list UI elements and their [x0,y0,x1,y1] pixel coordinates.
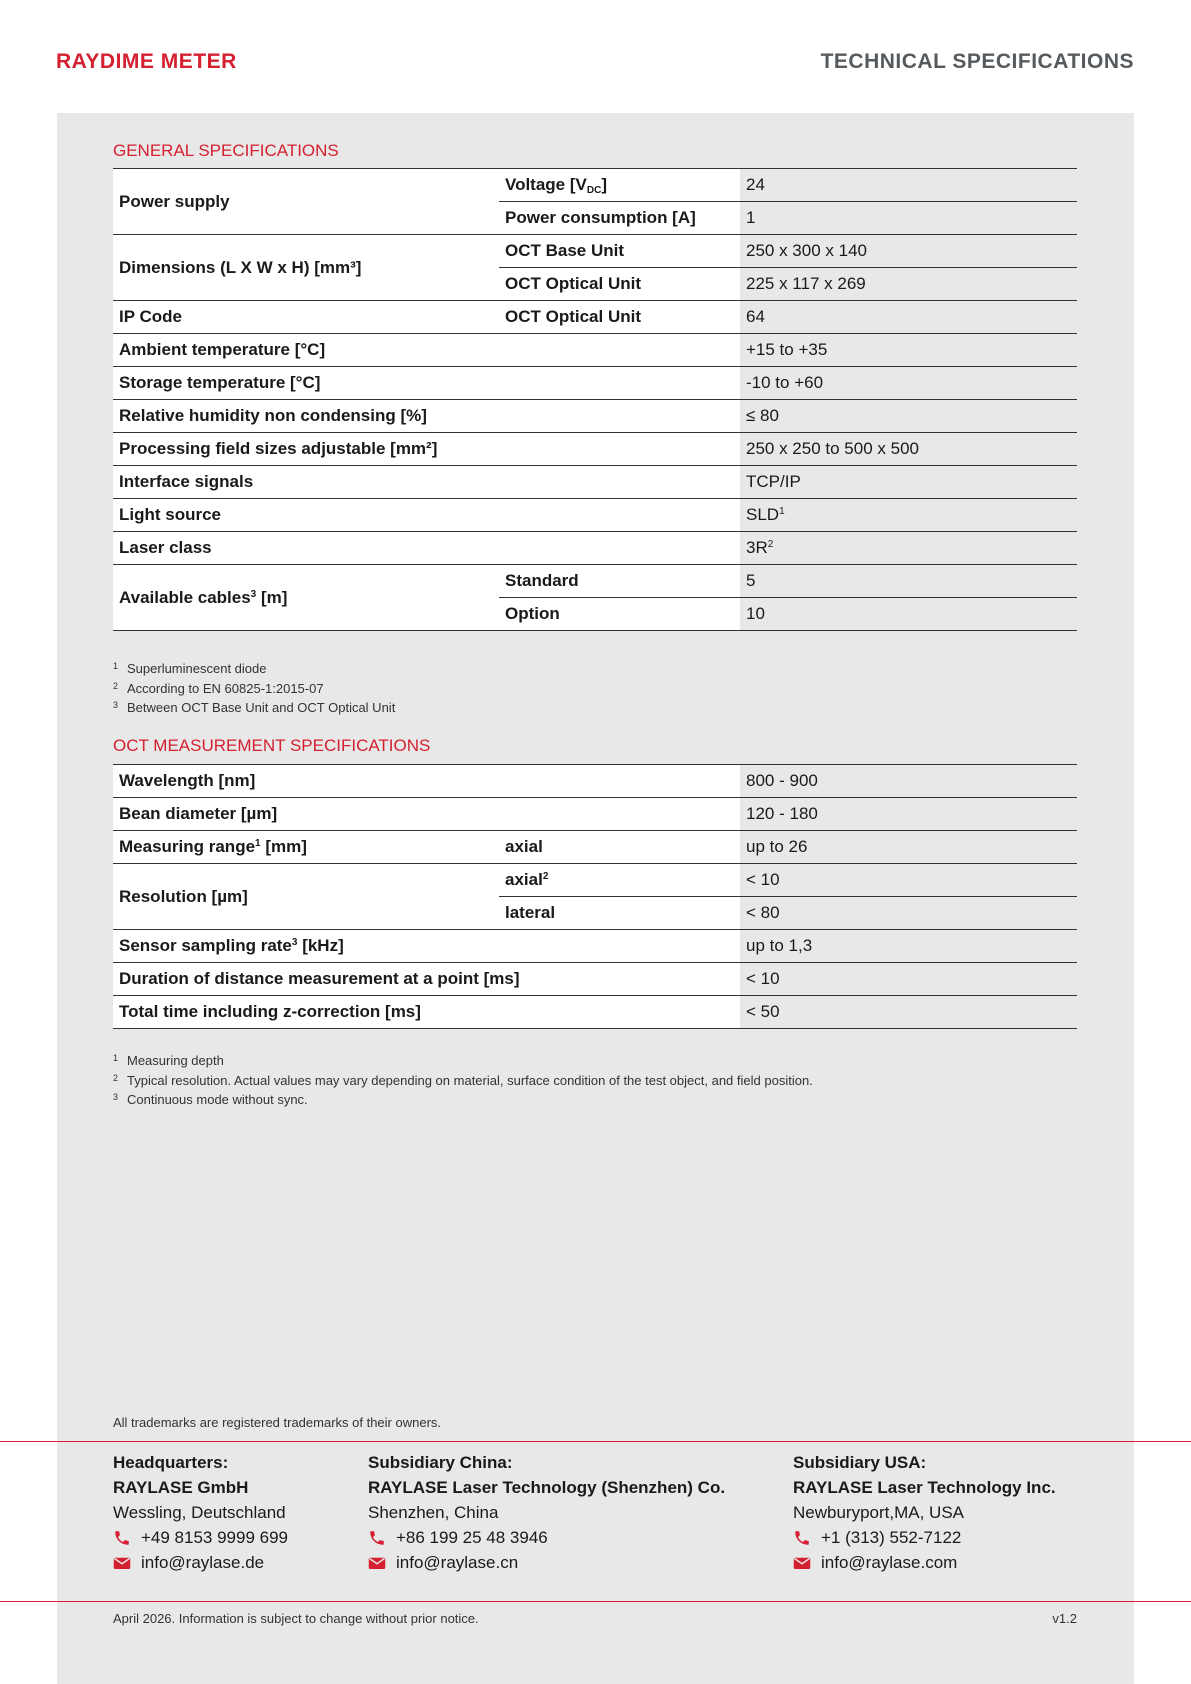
row-value: < 80 [740,897,1077,930]
contact-email[interactable] [113,1550,288,1575]
row-label: IP Code [113,301,499,334]
table-row [113,963,1077,996]
light-source-value: SLD [746,505,780,524]
general-specs-table [113,168,1077,631]
footnote-number: 1 [113,661,119,671]
product-title: RAYDIME METER [56,50,237,73]
email-address[interactable]: info@raylase.cn [396,1553,519,1572]
table-row [113,169,1077,202]
email-address[interactable]: info@raylase.com [821,1553,958,1572]
row-sublabel: axial [499,831,740,864]
sampling-unit: [kHz] [302,936,344,955]
footnote-ref: 2 [767,539,774,550]
document-type-title: TECHNICAL SPECIFICATIONS [820,50,1134,73]
footer-notice: April 2026. Information is subject to change without prior notice. [113,1611,479,1626]
row-value: 24 [740,169,1077,202]
general-footnotes [113,658,395,717]
contact-headquarters [113,1450,288,1575]
row-sublabel: OCT Optical Unit [499,268,740,301]
row-label: Total time including z-correction [ms] [113,996,740,1029]
row-value: 250 x 250 to 500 x 500 [740,433,1077,466]
row-value: TCP/IP [740,466,1077,499]
table-row [113,301,1077,334]
footnote-number: 2 [113,680,119,691]
footnote-text: According to EN 60825-1:2015-07 [127,680,324,696]
row-value [740,499,1077,532]
table-row [113,831,1077,864]
row-sublabel: Option [499,598,740,631]
laser-class-value: 3R [746,538,768,557]
table-row [113,499,1077,532]
phone-number[interactable]: +1 (313) 552-7122 [821,1528,962,1547]
row-label: Laser class [113,532,740,565]
table-row [113,930,1077,963]
row-label: Resolution [µm] [113,864,499,930]
contact-company: RAYLASE Laser Technology (Shenzhen) Co. [368,1478,726,1497]
contact-phone[interactable] [793,1525,1056,1550]
row-label: Wavelength [nm] [113,765,740,798]
table-row [113,367,1077,400]
footnote-text: Measuring depth [127,1053,224,1068]
row-value: 64 [740,301,1077,334]
envelope-icon [113,1554,131,1572]
row-label: Duration of distance measurement at a point [ms] [113,963,740,996]
row-value: ≤ 80 [740,400,1077,433]
contact-email[interactable] [368,1550,725,1575]
email-address[interactable]: info@raylase.de [141,1553,265,1572]
envelope-icon [793,1554,811,1572]
table-row [113,400,1077,433]
footnote [113,1070,813,1090]
cables-unit: [m] [260,587,288,607]
cables-label: Available cables [119,587,251,607]
contact-phone[interactable] [113,1525,288,1550]
contact-location: Wessling, Deutschland [113,1503,286,1522]
footnote [113,678,395,698]
footnote [113,1050,813,1070]
footnote-number: 2 [113,1072,119,1083]
row-value: < 50 [740,996,1077,1029]
footnote-text: Between OCT Base Unit and OCT Optical Unit [127,700,396,715]
envelope-icon [368,1554,386,1572]
row-sublabel: Power consumption [A] [499,202,740,235]
contact-heading: Headquarters: [113,1453,229,1472]
phone-number[interactable]: +86 199 25 48 3946 [396,1528,548,1547]
footnote-text: Continuous mode without sync. [127,1092,308,1107]
row-label: Interface signals [113,466,740,499]
table-row [113,433,1077,466]
contact-location: Newburyport,MA, USA [793,1503,964,1522]
row-value: < 10 [740,963,1077,996]
row-label: Light source [113,499,740,532]
contact-china [368,1450,725,1575]
row-value: 5 [740,565,1077,598]
row-label: Bean diameter [µm] [113,798,740,831]
phone-icon [793,1529,811,1547]
row-label [113,930,740,963]
oct-footnotes [113,1050,813,1109]
voltage-label: Voltage [V [505,174,587,194]
contact-heading: Subsidiary China: [368,1453,513,1472]
row-value: -10 to +60 [740,367,1077,400]
contact-email[interactable] [793,1550,1056,1575]
row-label: Processing field sizes adjustable [mm²] [113,433,740,466]
row-label: Power supply [113,169,499,235]
row-value: up to 26 [740,831,1077,864]
footnote [113,1089,813,1109]
row-label [113,565,499,631]
contact-company: RAYLASE GmbH [113,1478,249,1497]
footnote-number: 3 [113,1092,119,1102]
row-value: 10 [740,598,1077,631]
table-row [113,565,1077,598]
table-row [113,466,1077,499]
footnote-ref: 2 [542,871,549,882]
res-axial-label: axial [505,870,543,889]
table-row [113,864,1077,897]
table-row [113,334,1077,367]
contact-usa [793,1450,1056,1575]
row-sublabel: OCT Optical Unit [499,301,740,334]
range-unit: [mm] [265,837,307,856]
row-value: 120 - 180 [740,798,1077,831]
phone-icon [113,1529,131,1547]
divider-top [0,1441,1191,1442]
footnote-number: 3 [113,700,119,710]
voltage-bracket: ] [601,174,607,194]
phone-icon [368,1529,386,1547]
voltage-subscript: DC [586,184,602,196]
table-row [113,765,1077,798]
row-sublabel: OCT Base Unit [499,235,740,268]
table-row [113,996,1077,1029]
footnote-number: 1 [113,1053,119,1063]
trademark-notice: All trademarks are registered trademarks of their owners. [113,1415,442,1430]
row-label: Storage temperature [°C] [113,367,740,400]
table-row [113,798,1077,831]
version-label: v1.2 [1052,1611,1077,1626]
footnote-ref: 3 [250,588,257,600]
row-value: < 10 [740,864,1077,897]
row-label [113,831,499,864]
row-value: 800 - 900 [740,765,1077,798]
contact-phone[interactable] [368,1525,725,1550]
contact-location: Shenzhen, China [368,1503,499,1522]
range-label: Measuring range [119,837,256,856]
contact-company: RAYLASE Laser Technology Inc. [793,1478,1056,1497]
row-sublabel: lateral [499,897,740,930]
footnote-ref: 1 [779,506,785,517]
sampling-label: Sensor sampling rate [119,936,292,955]
row-label: Relative humidity non condensing [%] [113,400,740,433]
footnote [113,697,395,717]
row-value: 1 [740,202,1077,235]
oct-specs-table [113,764,1077,1029]
divider-bottom [0,1601,1191,1602]
row-value [740,532,1077,565]
row-value: 250 x 300 x 140 [740,235,1077,268]
row-label: Dimensions (L X W x H) [mm³] [113,235,499,301]
row-sublabel: Standard [499,565,740,598]
table-row [113,532,1077,565]
footnote-text: Typical resolution. Actual values may vary depending on material, surface condition of the test object, and field position. [127,1072,813,1088]
footnote-ref: 1 [255,838,261,849]
row-label: Ambient temperature [°C] [113,334,740,367]
row-value: +15 to +35 [740,334,1077,367]
row-sublabel [499,864,740,897]
footnote [113,658,395,678]
phone-number[interactable]: +49 8153 9999 699 [141,1528,289,1547]
contact-heading: Subsidiary USA: [793,1453,927,1472]
general-specs-heading: GENERAL SPECIFICATIONS [113,141,339,160]
row-value: 225 x 117 x 269 [740,268,1077,301]
footnote-text: Superluminescent diode [127,661,267,676]
table-row [113,235,1077,268]
oct-specs-heading: OCT MEASUREMENT SPECIFICATIONS [113,736,431,755]
row-value: up to 1,3 [740,930,1077,963]
footnote-ref: 3 [291,937,298,948]
row-sublabel [499,169,740,202]
